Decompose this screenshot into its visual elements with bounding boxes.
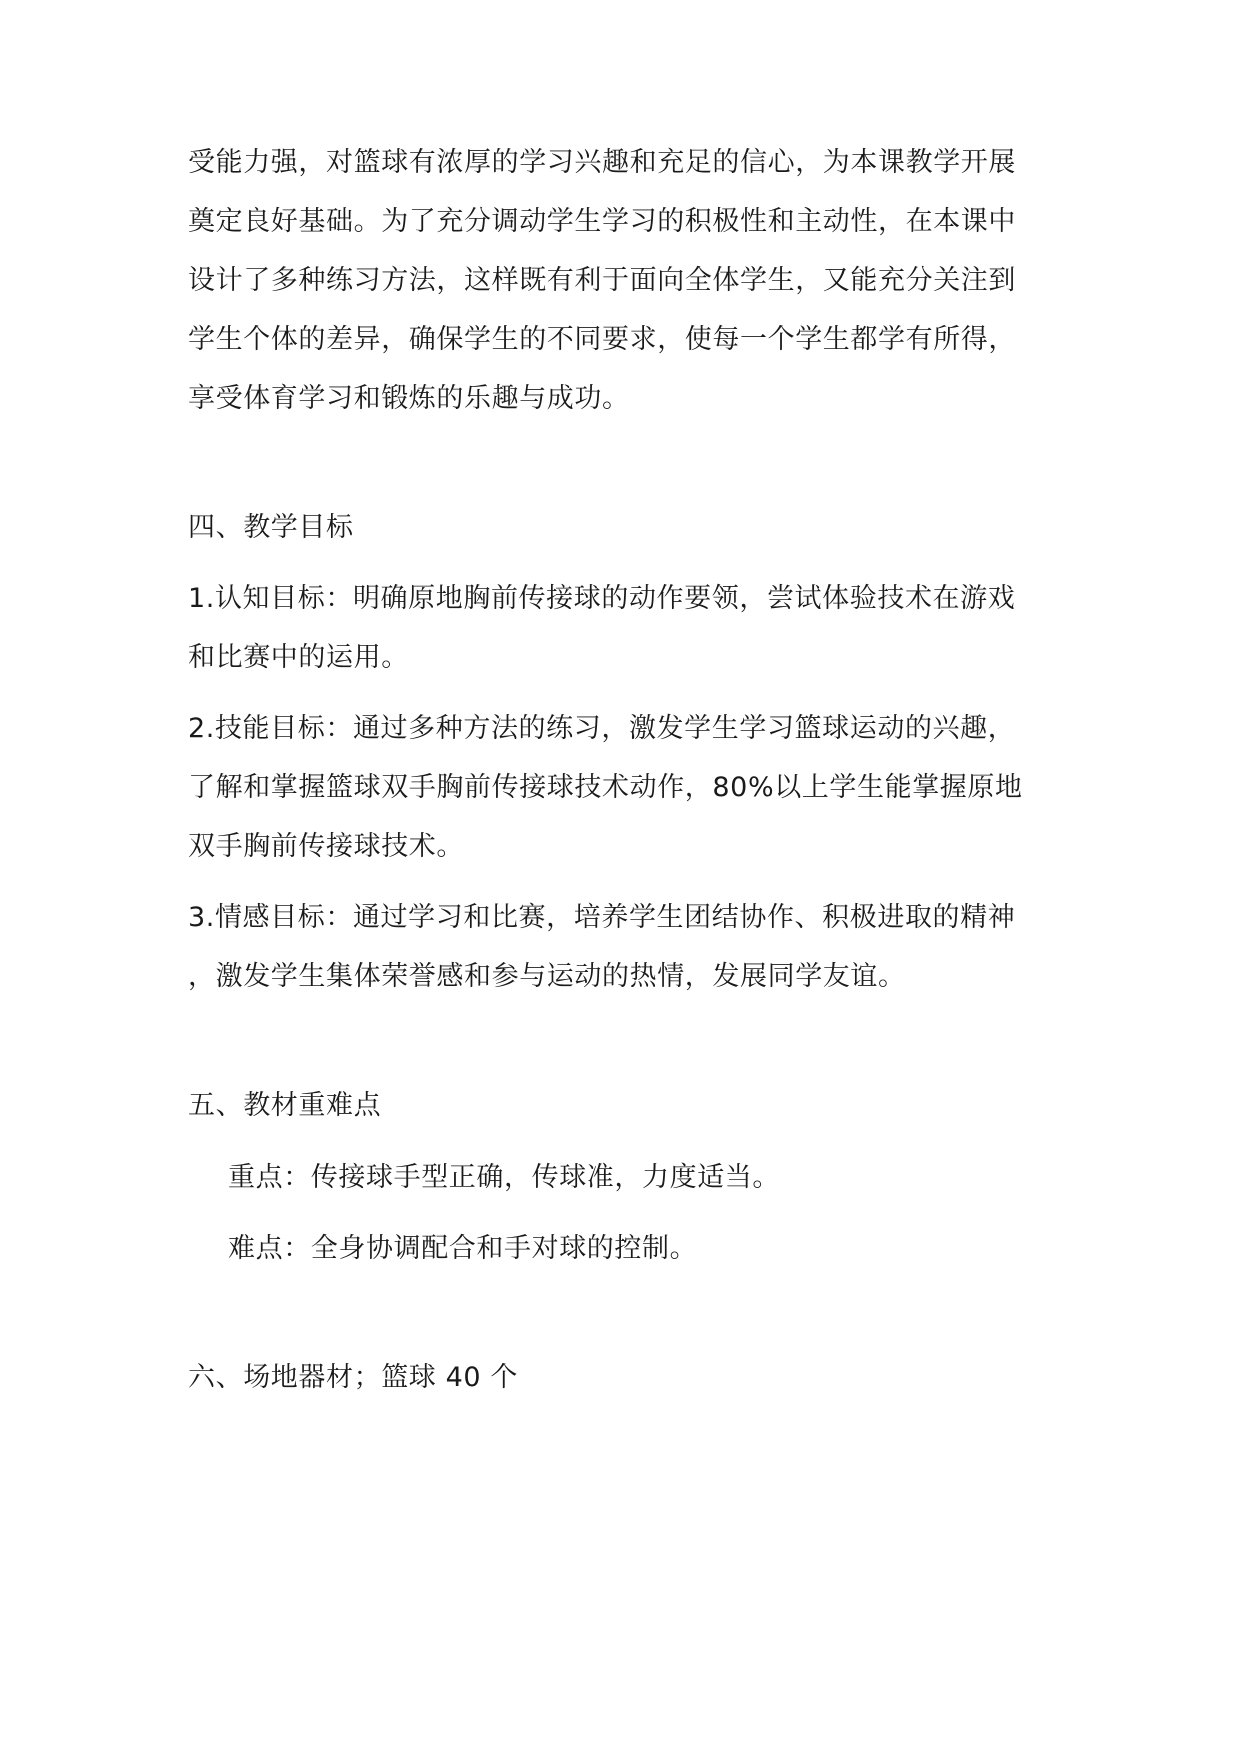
goal-skill-line: 2.技能目标：通过多种方法的练习，激发学生学习篮球运动的兴趣， (188, 713, 1016, 744)
goal-affective-line: 3.情感目标：通过学习和比赛，培养学生团结协作、积极进取的精神 (188, 902, 1016, 933)
intro-line: 受能力强，对篮球有浓厚的学习兴趣和充足的信心，为本课教学开展 (188, 147, 1016, 178)
goal-affective-line: ，激发学生集体荣誉感和参与运动的热情，发展同学友谊。 (188, 961, 906, 992)
key-point-text: 重点：传接球手型正确，传球准，力度适当。 (228, 1162, 780, 1193)
goal-cognitive-line: 1.认知目标：明确原地胸前传接球的动作要领，尝试体验技术在游戏 (188, 583, 1016, 614)
intro-line: 奠定良好基础。为了充分调动学生学习的积极性和主动性，在本课中 (188, 206, 1016, 237)
difficulty-text: 难点：全身协调配合和手对球的控制。 (228, 1233, 698, 1264)
section-five-heading: 五、教材重难点 (188, 1090, 382, 1121)
intro-line: 学生个体的差异，确保学生的不同要求，使每一个学生都学有所得， (188, 324, 1016, 355)
section-six-heading: 六、场地器材；篮球 40 个 (188, 1362, 518, 1393)
goal-cognitive-line: 和比赛中的运用。 (188, 642, 409, 673)
intro-line: 设计了多种练习方法，这样既有利于面向全体学生，又能充分关注到 (188, 265, 1016, 296)
goal-skill-line: 双手胸前传接球技术。 (188, 831, 464, 862)
intro-line: 享受体育学习和锻炼的乐趣与成功。 (188, 383, 630, 414)
goal-skill-line: 了解和掌握篮球双手胸前传接球技术动作，80%以上学生能掌握原地 (188, 772, 1023, 803)
section-four-heading: 四、教学目标 (188, 512, 354, 543)
